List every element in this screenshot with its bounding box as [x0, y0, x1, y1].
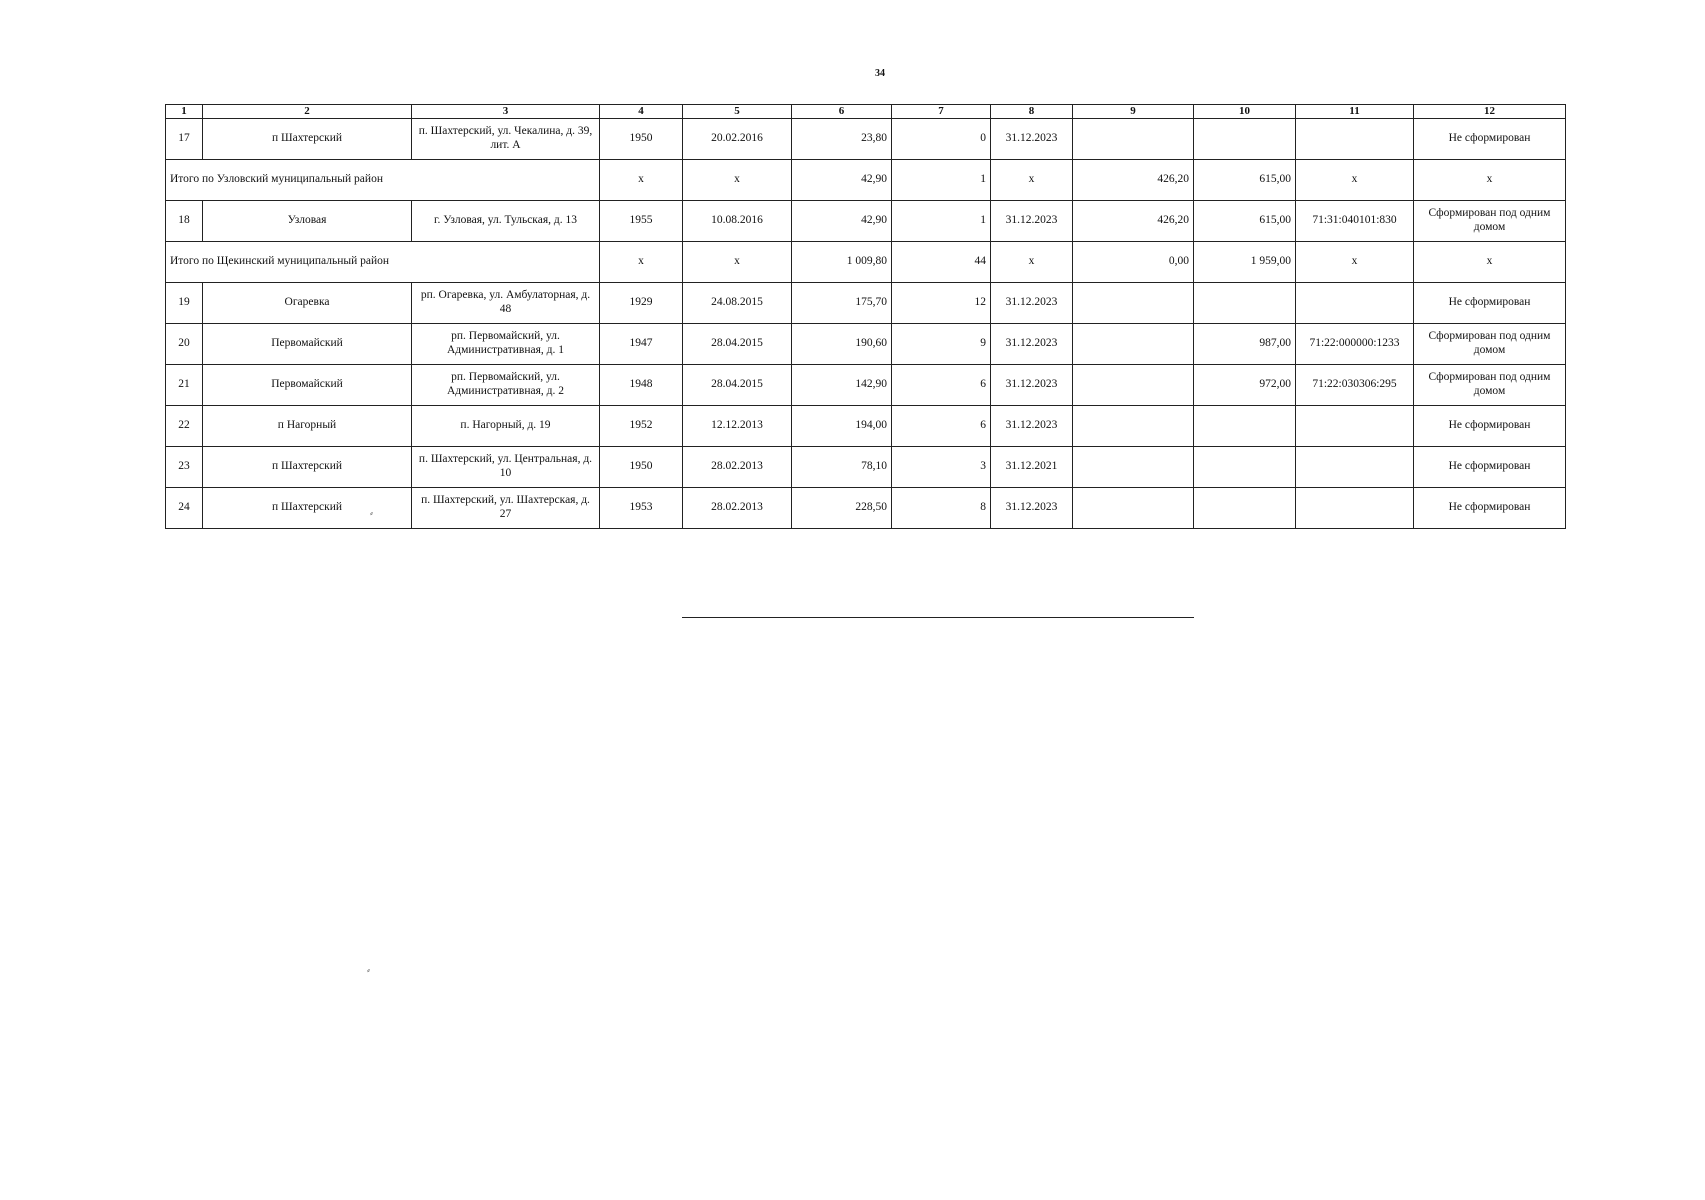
land-status-cell: Не сформирован	[1414, 119, 1566, 160]
column-10-cell: 987,00	[1194, 324, 1296, 365]
column-header: 5	[683, 105, 792, 119]
area-cell: 194,00	[792, 406, 892, 447]
cadastral-number-cell: 71:22:030306:295	[1296, 365, 1414, 406]
row-number-cell: 24	[166, 488, 203, 529]
locality-cell: Первомайский	[203, 365, 412, 406]
column-9-cell	[1073, 324, 1194, 365]
row-number-cell: 18	[166, 201, 203, 242]
locality-cell: п Шахтерский	[203, 447, 412, 488]
date-cell: 28.04.2015	[683, 365, 792, 406]
table-row	[166, 365, 1566, 406]
deadline-cell: 31.12.2023	[991, 365, 1073, 406]
cadastral-number-cell	[1296, 283, 1414, 324]
year-cell: х	[600, 242, 683, 283]
column-header: 1	[166, 105, 203, 119]
locality-cell: п Нагорный	[203, 406, 412, 447]
date-cell: 28.04.2015	[683, 324, 792, 365]
people-count-cell: 1	[892, 160, 991, 201]
address-cell: п. Шахтерский, ул. Центральная, д. 10	[412, 447, 600, 488]
deadline-cell: 31.12.2023	[991, 406, 1073, 447]
people-count-cell: 12	[892, 283, 991, 324]
land-status-cell: Не сформирован	[1414, 283, 1566, 324]
column-header: 6	[792, 105, 892, 119]
year-cell: 1948	[600, 365, 683, 406]
year-cell: 1947	[600, 324, 683, 365]
people-count-cell: 0	[892, 119, 991, 160]
year-cell: 1953	[600, 488, 683, 529]
column-10-cell	[1194, 119, 1296, 160]
address-cell: п. Шахтерский, ул. Чекалина, д. 39, лит. А	[412, 119, 600, 160]
cadastral-number-cell: 71:31:040101:830	[1296, 201, 1414, 242]
column-10-cell: 615,00	[1194, 201, 1296, 242]
column-9-cell	[1073, 447, 1194, 488]
year-cell: 1950	[600, 447, 683, 488]
area-cell: 175,70	[792, 283, 892, 324]
locality-cell: Узловая	[203, 201, 412, 242]
area-cell: 1 009,80	[792, 242, 892, 283]
locality-cell: п Шахтерский	[203, 119, 412, 160]
locality-cell: п Шахтерский	[203, 488, 412, 529]
deadline-cell: 31.12.2023	[991, 488, 1073, 529]
column-10-cell	[1194, 488, 1296, 529]
column-header: 7	[892, 105, 991, 119]
column-header: 12	[1414, 105, 1566, 119]
district-total-row	[166, 160, 1566, 201]
date-cell: 24.08.2015	[683, 283, 792, 324]
total-label-cell: Итого по Щекинский муниципальный район	[166, 242, 600, 283]
people-count-cell: 1	[892, 201, 991, 242]
row-number-cell: 20	[166, 324, 203, 365]
year-cell: 1950	[600, 119, 683, 160]
deadline-cell: х	[991, 242, 1073, 283]
column-9-cell	[1073, 119, 1194, 160]
date-cell: 20.02.2016	[683, 119, 792, 160]
area-cell: 190,60	[792, 324, 892, 365]
address-cell: г. Узловая, ул. Тульская, д. 13	[412, 201, 600, 242]
people-count-cell: 3	[892, 447, 991, 488]
address-cell: п. Нагорный, д. 19	[412, 406, 600, 447]
column-9-cell	[1073, 406, 1194, 447]
column-9-cell	[1073, 283, 1194, 324]
column-9-cell	[1073, 365, 1194, 406]
deadline-cell: 31.12.2021	[991, 447, 1073, 488]
column-header: 2	[203, 105, 412, 119]
date-cell: х	[683, 242, 792, 283]
table-row	[166, 283, 1566, 324]
row-number-cell: 19	[166, 283, 203, 324]
cadastral-number-cell: х	[1296, 242, 1414, 283]
address-cell: п. Шахтерский, ул. Шахтерская, д. 27	[412, 488, 600, 529]
people-count-cell: 44	[892, 242, 991, 283]
land-status-cell: Не сформирован	[1414, 406, 1566, 447]
column-header: 3	[412, 105, 600, 119]
locality-cell: Первомайский	[203, 324, 412, 365]
table-row	[166, 324, 1566, 365]
locality-cell: Огаревка	[203, 283, 412, 324]
date-cell: 12.12.2013	[683, 406, 792, 447]
cadastral-number-cell: 71:22:000000:1233	[1296, 324, 1414, 365]
column-header: 8	[991, 105, 1073, 119]
cadastral-number-cell	[1296, 488, 1414, 529]
page-number: 34	[875, 68, 885, 79]
column-header: 4	[600, 105, 683, 119]
row-number-cell: 23	[166, 447, 203, 488]
date-cell: 28.02.2013	[683, 488, 792, 529]
people-count-cell: 9	[892, 324, 991, 365]
year-cell: 1929	[600, 283, 683, 324]
people-count-cell: 6	[892, 406, 991, 447]
land-status-cell: Не сформирован	[1414, 447, 1566, 488]
area-cell: 23,80	[792, 119, 892, 160]
cadastral-number-cell	[1296, 447, 1414, 488]
row-number-cell: 17	[166, 119, 203, 160]
row-number-cell: 21	[166, 365, 203, 406]
column-10-cell	[1194, 406, 1296, 447]
cadastral-number-cell	[1296, 119, 1414, 160]
area-cell: 228,50	[792, 488, 892, 529]
table-row	[166, 447, 1566, 488]
table-row	[166, 488, 1566, 529]
deadline-cell: 31.12.2023	[991, 324, 1073, 365]
column-10-cell: 972,00	[1194, 365, 1296, 406]
row-number-cell: 22	[166, 406, 203, 447]
cadastral-number-cell	[1296, 406, 1414, 447]
deadline-cell: х	[991, 160, 1073, 201]
deadline-cell: 31.12.2023	[991, 201, 1073, 242]
address-cell: рп. Огаревка, ул. Амбулаторная, д. 48	[412, 283, 600, 324]
area-cell: 78,10	[792, 447, 892, 488]
scan-artifact-mark: ⸗	[370, 508, 373, 518]
column-header: 9	[1073, 105, 1194, 119]
column-10-cell	[1194, 283, 1296, 324]
land-status-cell: х	[1414, 242, 1566, 283]
address-cell: рп. Первомайский, ул. Административная, д. 2	[412, 365, 600, 406]
area-cell: 142,90	[792, 365, 892, 406]
district-total-row	[166, 242, 1566, 283]
date-cell: 28.02.2013	[683, 447, 792, 488]
year-cell: 1952	[600, 406, 683, 447]
closing-rule	[682, 617, 1194, 618]
year-cell: 1955	[600, 201, 683, 242]
housing-register-table	[165, 104, 1566, 529]
date-cell: х	[683, 160, 792, 201]
land-status-cell: Не сформирован	[1414, 488, 1566, 529]
column-header: 10	[1194, 105, 1296, 119]
cadastral-number-cell: х	[1296, 160, 1414, 201]
column-9-cell: 426,20	[1073, 160, 1194, 201]
date-cell: 10.08.2016	[683, 201, 792, 242]
column-number-row	[166, 105, 1566, 119]
land-status-cell: Сформирован под одним домом	[1414, 324, 1566, 365]
column-10-cell: 1 959,00	[1194, 242, 1296, 283]
area-cell: 42,90	[792, 201, 892, 242]
people-count-cell: 6	[892, 365, 991, 406]
land-status-cell: Сформирован под одним домом	[1414, 365, 1566, 406]
people-count-cell: 8	[892, 488, 991, 529]
year-cell: х	[600, 160, 683, 201]
table-row	[166, 119, 1566, 160]
total-label-cell: Итого по Узловский муниципальный район	[166, 160, 600, 201]
address-cell: рп. Первомайский, ул. Административная, д. 1	[412, 324, 600, 365]
deadline-cell: 31.12.2023	[991, 119, 1073, 160]
land-status-cell: х	[1414, 160, 1566, 201]
column-10-cell: 615,00	[1194, 160, 1296, 201]
column-9-cell: 0,00	[1073, 242, 1194, 283]
land-status-cell: Сформирован под одним домом	[1414, 201, 1566, 242]
table-row	[166, 201, 1566, 242]
scan-artifact-mark: ⸗	[367, 965, 370, 975]
deadline-cell: 31.12.2023	[991, 283, 1073, 324]
column-9-cell: 426,20	[1073, 201, 1194, 242]
area-cell: 42,90	[792, 160, 892, 201]
column-10-cell	[1194, 447, 1296, 488]
column-9-cell	[1073, 488, 1194, 529]
column-header: 11	[1296, 105, 1414, 119]
table-row	[166, 406, 1566, 447]
